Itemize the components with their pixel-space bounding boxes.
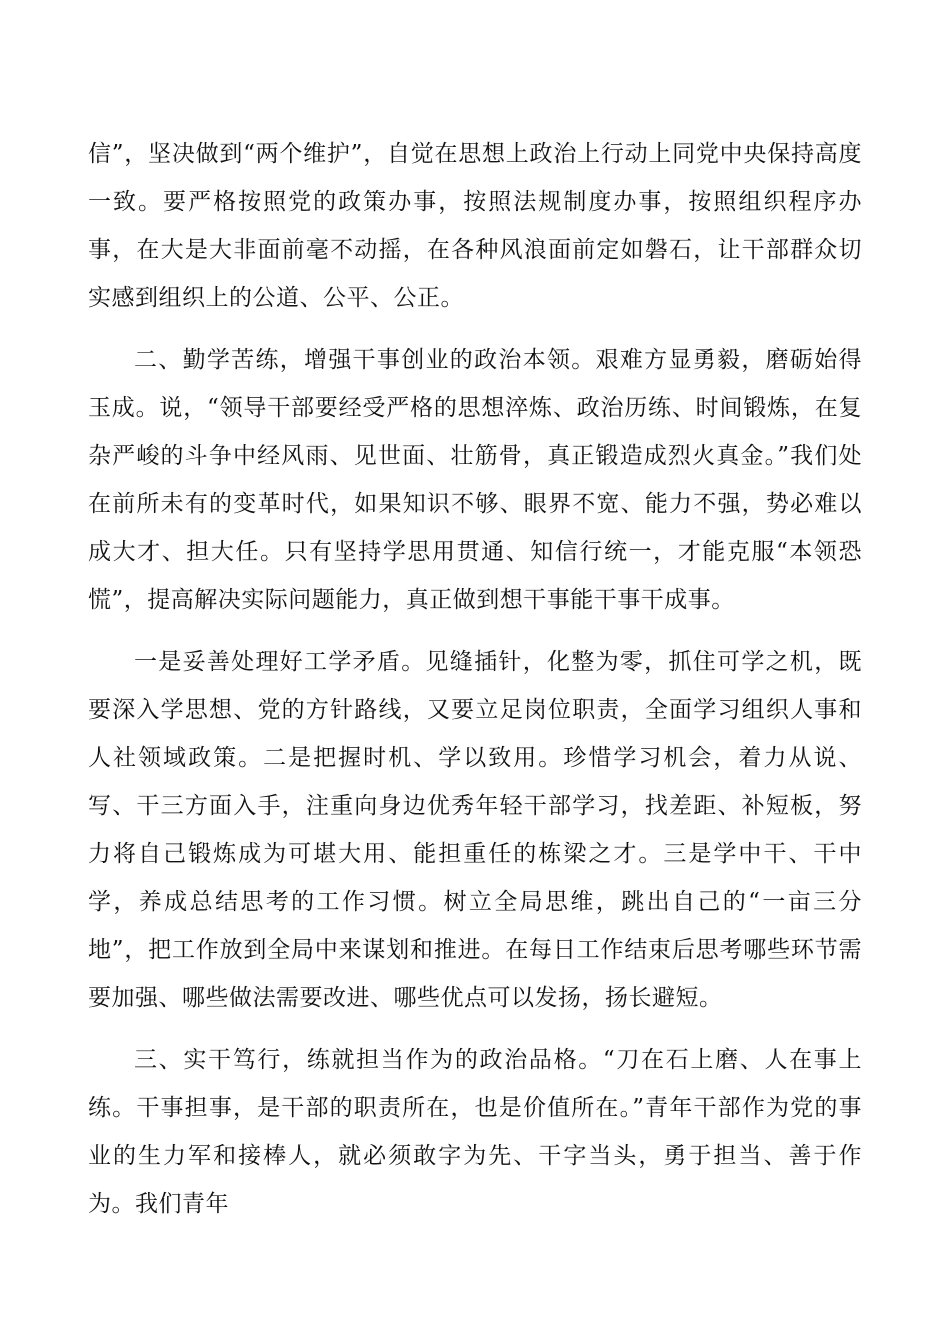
document-body [88,130,862,1228]
paragraph-2: 二、勤学苦练，增强干事创业的政治本领。艰难方显勇毅，磨砺始得玉成。说，“领导干部要经受严格的思想淬炼、政治历练、时间锻炼，在复杂严峻的斗争中经风雨、见世面、壮筋骨，真正锻造成烈火真金。”我们处在前所未有的变革时代，如果知识不够、眼界不宽、能力不强，势必难以成大才、担大任。只有坚持学思用贯通、知信行统一，才能克服“本领恐慌”，提高解决实际问题能力，真正做到想干事能干事干成事。 [88,347,862,613]
paragraph-3: 一是妥善处理好工学矛盾。见缝插针，化整为零，抓住可学之机，既要深入学思想、党的方针路线，又要立足岗位职责，全面学习组织人事和人社领域政策。二是把握时机、学以致用。珍惜学习机会，着力从说、写、干三方面入手，注重向身边优秀年轻干部学习，找差距、补短板，努力将自己锻炼成为可堪大用、能担重任的栋梁之才。三是学中干、干中学，养成总结思考的工作习惯。树立全局思维，跳出自己的“一亩三分地”，把工作放到全局中来谋划和推进。在每日工作结束后思考哪些环节需要加强、哪些做法需要改进、哪些优点可以发扬，扬长避短。 [88,649,862,1011]
paragraph-1: 信”，坚决做到“两个维护”，自觉在思想上政治上行动上同党中央保持高度一致。要严格按照党的政策办事，按照法规制度办事，按照组织程序办事，在大是大非面前毫不动摇，在各种风浪面前定如磐石，让干部群众切实感到组织上的公道、公平、公正。 [88,141,862,311]
paragraph-4: 三、实干笃行，练就担当作为的政治品格。“刀在石上磨、人在事上练。干事担事，是干部的职责所在，也是价值所在。”青年干部作为党的事业的生力军和接棒人，就必须敢字为先、干字当头，勇于担当、善于作为。我们青年 [88,1047,862,1217]
